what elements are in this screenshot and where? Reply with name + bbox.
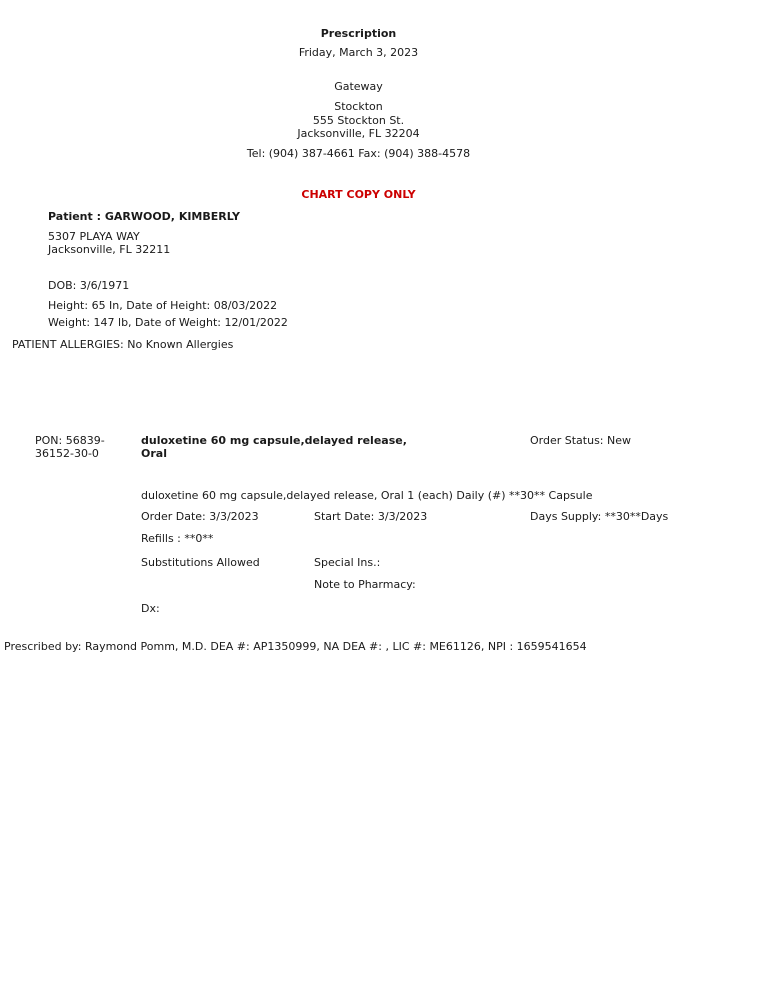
patient-allergies: PATIENT ALLERGIES: No Known Allergies: [12, 338, 234, 351]
pon-line1: PON: 56839-: [35, 434, 105, 447]
pon-line2: 36152-30-0: [35, 447, 99, 460]
sig-line: duloxetine 60 mg capsule,delayed release, Oral 1 (each) Daily (#) **30** Capsule: [141, 489, 593, 502]
patient-weight: Weight: 147 lb, Date of Weight: 12/01/2022: [48, 316, 288, 329]
start-date: Start Date: 3/3/2023: [314, 510, 428, 523]
special-instructions: Special Ins.:: [314, 556, 381, 569]
clinic-phone-fax: Tel: (904) 387-4661 Fax: (904) 388-4578: [246, 147, 471, 160]
prescriber-line: Prescribed by: Raymond Pomm, M.D. DEA #: AP1350999, NA DEA #: , LIC #: ME61126, NPI : 1659541654: [4, 640, 587, 653]
patient-address-line2: Jacksonville, FL 32211: [48, 243, 171, 256]
order-date: Order Date: 3/3/2023: [141, 510, 259, 523]
clinic-name: Gateway: [334, 80, 383, 93]
note-to-pharmacy: Note to Pharmacy:: [314, 578, 416, 591]
diagnosis: Dx:: [141, 602, 160, 615]
clinic-city-state-zip: Jacksonville, FL 32204: [297, 127, 420, 140]
drug-name-line1: duloxetine 60 mg capsule,delayed release,: [141, 434, 407, 447]
prescription-date: Friday, March 3, 2023: [298, 46, 419, 59]
drug-name-line2: Oral: [141, 447, 167, 460]
order-status: Order Status: New: [530, 434, 632, 447]
substitutions: Substitutions Allowed: [141, 556, 260, 569]
clinic-street: 555 Stockton St.: [312, 114, 405, 127]
document-title: Prescription: [320, 27, 397, 40]
refills: Refills : **0**: [141, 532, 214, 545]
clinic-location: Stockton: [334, 100, 383, 113]
chart-copy-notice: CHART COPY ONLY: [301, 188, 416, 201]
patient-name: Patient : GARWOOD, KIMBERLY: [48, 210, 241, 223]
days-supply: Days Supply: **30**Days: [530, 510, 669, 523]
patient-dob: DOB: 3/6/1971: [48, 279, 130, 292]
patient-height: Height: 65 In, Date of Height: 08/03/2022: [48, 299, 278, 312]
patient-address-line1: 5307 PLAYA WAY: [48, 230, 140, 243]
